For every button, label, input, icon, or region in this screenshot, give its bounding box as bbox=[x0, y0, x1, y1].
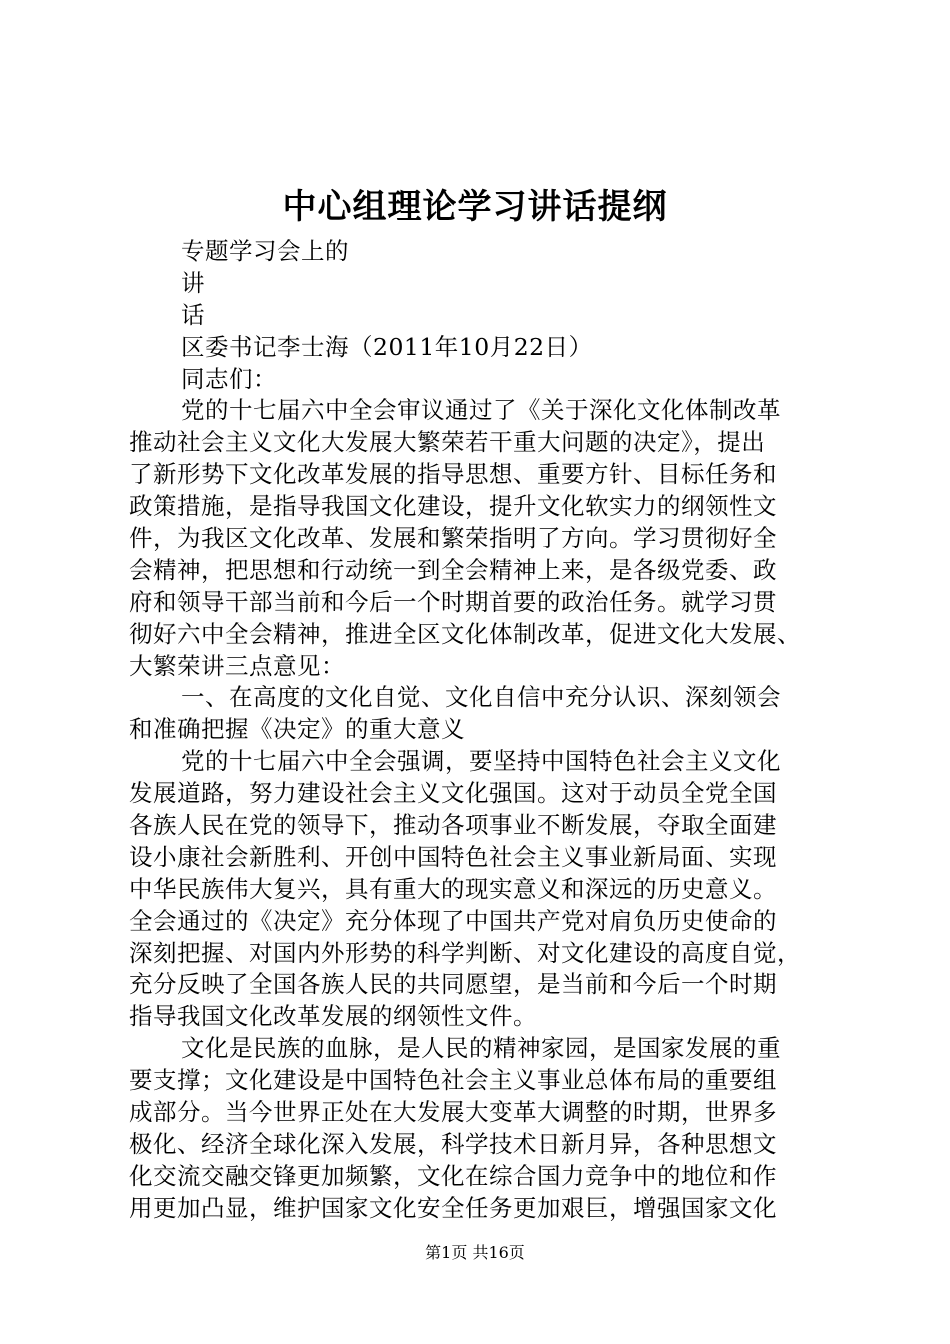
text-line: 深刻把握、对国内外形势的科学判断、对文化建设的高度自觉， bbox=[129, 938, 801, 967]
page-footer: 第1页 共16页 bbox=[425, 1243, 525, 1262]
text-line: 发展道路，努力建设社会主义文化强国。这对于动员全党全国 bbox=[129, 779, 777, 808]
text-line: 一、在高度的文化自觉、文化自信中充分认识、深刻领会 bbox=[181, 683, 781, 712]
document-title: 中心组理论学习讲话提纲 bbox=[282, 187, 668, 227]
text-line: 区委书记李士海（2011年10月22日） bbox=[181, 332, 593, 361]
text-line: 话 bbox=[181, 300, 205, 329]
text-line: 专题学习会上的 bbox=[181, 237, 349, 265]
text-line: 彻好六中全会精神，推进全区文化体制改革，促进文化大发展、 bbox=[129, 619, 801, 648]
text-line: 党的十七届六中全会审议通过了《关于深化文化体制改革 bbox=[181, 396, 781, 425]
text-line: 全会通过的《决定》充分体现了中国共产党对肩负历史使命的 bbox=[129, 906, 777, 935]
text-line: 指导我国文化改革发展的纲领性文件。 bbox=[129, 1002, 537, 1031]
text-line: 各族人民在党的领导下，推动各项事业不断发展，夺取全面建 bbox=[129, 811, 777, 840]
text-line: 极化、经济全球化深入发展，科学技术日新月异，各种思想文 bbox=[129, 1129, 777, 1158]
text-line: 文化是民族的血脉，是人民的精神家园，是国家发展的重 bbox=[181, 1034, 781, 1063]
text-line: 化交流交融交锋更加频繁，文化在综合国力竞争中的地位和作 bbox=[129, 1161, 777, 1190]
text-line: 府和领导干部当前和今后一个时期首要的政治任务。就学习贯 bbox=[129, 587, 777, 616]
text-line: 和准确把握《决定》的重大意义 bbox=[129, 715, 465, 744]
text-line: 大繁荣讲三点意见： bbox=[129, 651, 345, 680]
text-line: 件，为我区文化改革、发展和繁荣指明了方向。学习贯彻好全 bbox=[129, 524, 777, 553]
text-line: 会精神，把思想和行动统一到全会精神上来，是各级党委、政 bbox=[129, 555, 777, 584]
document-body bbox=[129, 236, 831, 1225]
text-line: 用更加凸显，维护国家文化安全任务更加艰巨，增强国家文化 bbox=[129, 1193, 777, 1222]
text-line: 成部分。当今世界正处在大发展大变革大调整的时期，世界多 bbox=[129, 1098, 777, 1127]
text-line: 推动社会主义文化大发展大繁荣若干重大问题的决定》，提出 bbox=[129, 428, 766, 457]
text-line: 中华民族伟大复兴，具有重大的现实意义和深远的历史意义。 bbox=[129, 874, 777, 903]
text-line: 党的十七届六中全会强调，要坚持中国特色社会主义文化 bbox=[181, 747, 781, 776]
text-line: 同志们： bbox=[181, 364, 277, 393]
text-line: 要支撑；文化建设是中国特色社会主义事业总体布局的重要组 bbox=[129, 1066, 777, 1095]
text-line: 设小康社会新胜利、开创中国特色社会主义事业新局面、实现 bbox=[129, 842, 777, 871]
text-line: 了新形势下文化改革发展的指导思想、重要方针、目标任务和 bbox=[129, 460, 777, 489]
text-line: 讲 bbox=[181, 268, 205, 297]
text-line: 充分反映了全国各族人民的共同愿望，是当前和今后一个时期 bbox=[129, 970, 777, 999]
text-line: 政策措施，是指导我国文化建设，提升文化软实力的纲领性文 bbox=[129, 492, 777, 521]
